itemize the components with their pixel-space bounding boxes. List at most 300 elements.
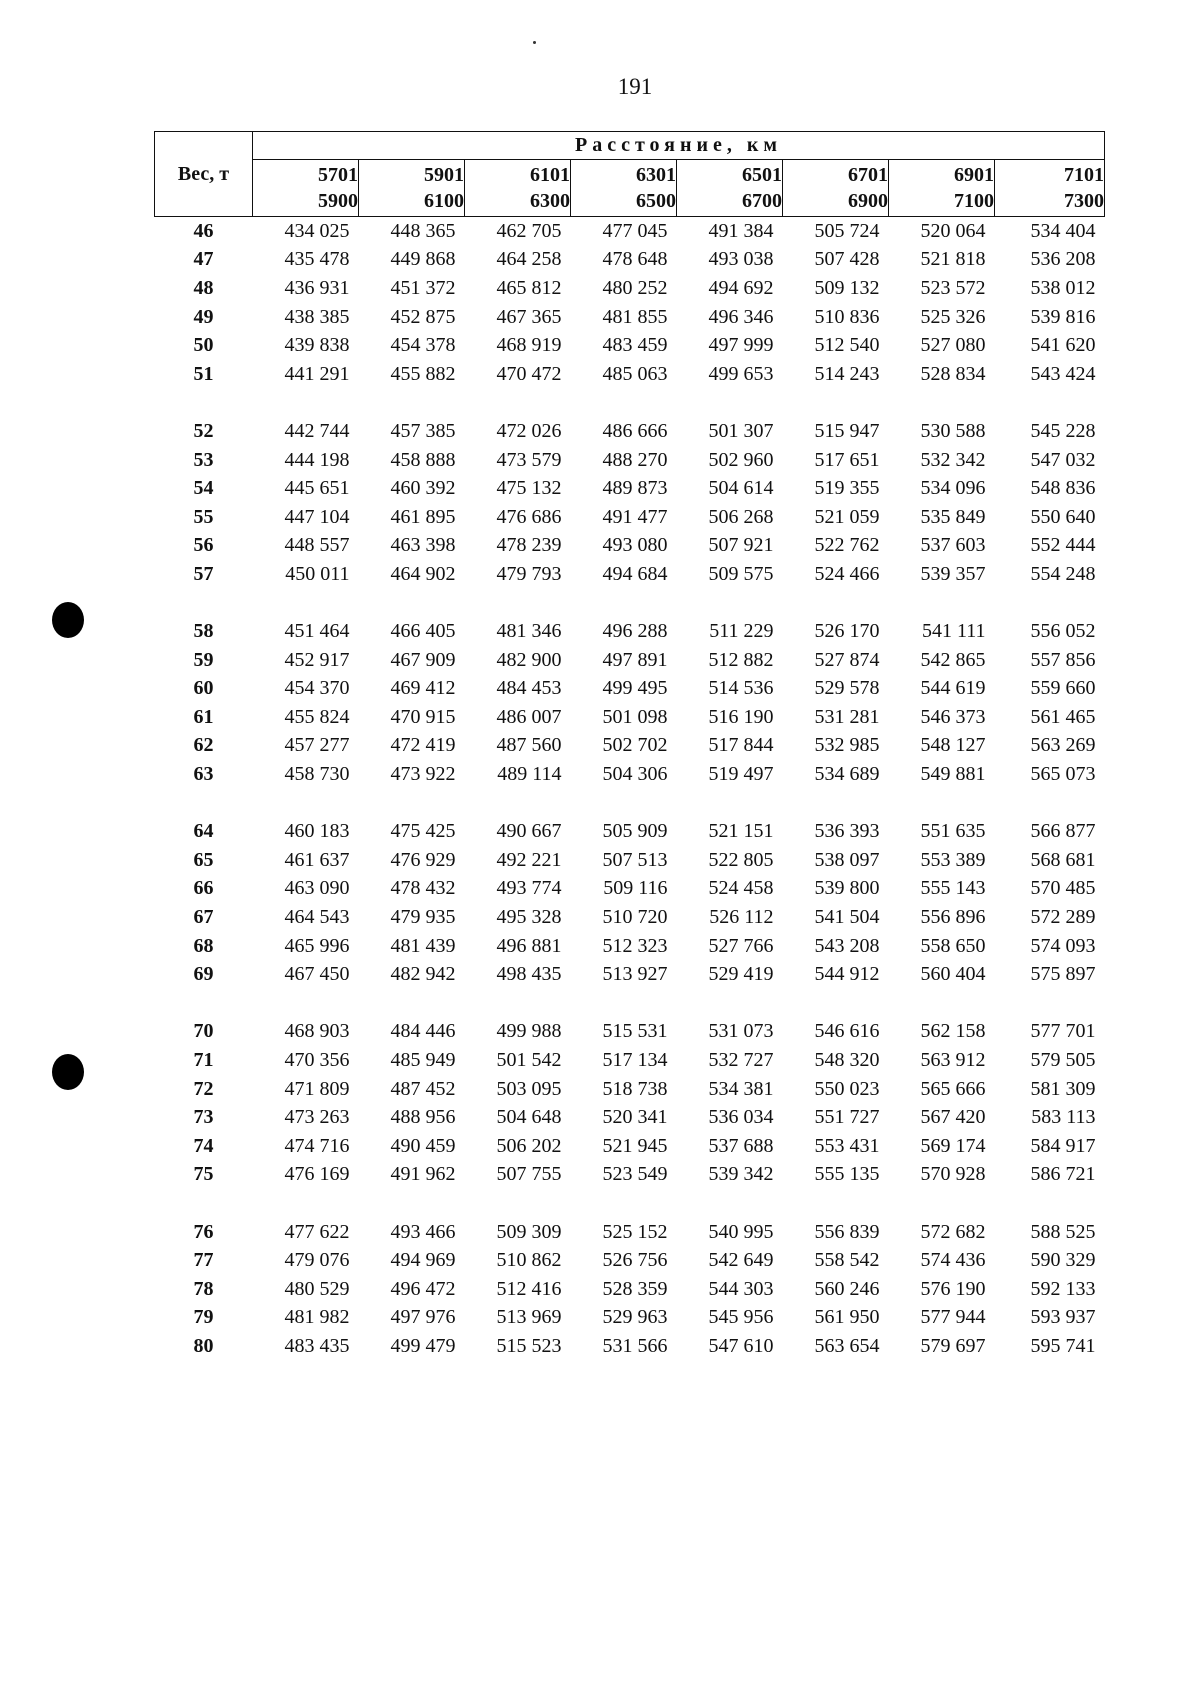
range-to: 7100 [954,190,994,213]
punch-hole-mark [52,602,84,638]
value-cell: 458 888 [390,448,456,471]
value-cell: 499 988 [496,1020,562,1043]
value-cell: 562 158 [920,1020,986,1043]
value-cell: 499 653 [708,362,774,385]
value-cell: 527 874 [814,648,880,671]
value-cell: 488 270 [602,448,668,471]
table-row [155,1304,1105,1333]
value-cell: 475 132 [496,477,562,500]
value-cell: 579 505 [1030,1049,1096,1072]
value-cell: 593 937 [1030,1306,1096,1329]
table-row [155,1332,1105,1361]
value-cell: 535 849 [920,505,986,528]
value-cell: 553 389 [920,848,986,871]
value-cell: 561 465 [1030,705,1096,728]
value-cell: 486 666 [602,419,668,442]
value-cell: 539 357 [920,562,986,585]
table-row [155,1075,1105,1104]
value-cell: 507 513 [602,848,668,871]
group-spacer [155,389,1105,418]
value-cell: 536 034 [708,1106,774,1129]
value-cell: 548 127 [920,734,986,757]
weight-cell: 51 [193,362,214,385]
table-row [155,1018,1105,1047]
value-cell: 527 080 [920,334,986,357]
value-cell: 519 497 [708,763,774,786]
value-cell: 568 681 [1030,848,1096,871]
value-cell: 563 912 [920,1049,986,1072]
value-cell: 480 252 [602,276,668,299]
value-cell: 526 170 [814,620,880,643]
value-cell: 521 151 [708,820,774,843]
value-cell: 556 052 [1030,620,1096,643]
value-cell: 561 950 [814,1306,880,1329]
value-cell: 484 453 [496,677,562,700]
value-cell: 555 135 [814,1163,880,1186]
range-to: 5900 [318,190,358,213]
value-cell: 509 132 [814,276,880,299]
value-cell: 584 917 [1030,1134,1096,1157]
table-row [155,1103,1105,1132]
weight-cell: 68 [193,934,214,957]
value-cell: 541 620 [1030,334,1096,357]
value-cell: 532 342 [920,448,986,471]
value-cell: 472 419 [390,734,456,757]
value-cell: 483 459 [602,334,668,357]
range-from: 6501 [742,164,782,187]
value-cell: 481 982 [284,1306,350,1329]
value-cell: 501 307 [708,419,774,442]
weight-cell: 61 [193,705,214,728]
value-cell: 434 025 [284,219,350,242]
table-row [155,331,1105,360]
value-cell: 517 134 [602,1049,668,1072]
value-cell: 517 844 [708,734,774,757]
value-cell: 507 921 [708,534,774,557]
value-cell: 539 816 [1030,305,1096,328]
value-cell: 435 478 [284,248,350,271]
distance-range-row [155,160,1105,217]
value-cell: 457 385 [390,419,456,442]
value-cell: 514 243 [814,362,880,385]
value-cell: 514 536 [708,677,774,700]
value-cell: 478 648 [602,248,668,271]
weight-cell: 73 [193,1106,214,1129]
weight-cell: 74 [193,1134,214,1157]
value-cell: 493 080 [602,534,668,557]
value-cell: 538 097 [814,848,880,871]
table-row [155,1132,1105,1161]
value-cell: 454 370 [284,677,350,700]
value-cell: 558 542 [814,1249,880,1272]
value-cell: 566 877 [1030,820,1096,843]
value-cell: 506 202 [496,1134,562,1157]
value-cell: 575 897 [1030,963,1096,986]
value-cell: 476 929 [390,848,456,871]
value-cell: 503 095 [496,1077,562,1100]
value-cell: 590 329 [1030,1249,1096,1272]
table-row [155,732,1105,761]
value-cell: 493 466 [390,1220,456,1243]
value-cell: 479 935 [390,906,456,929]
value-cell: 465 812 [496,276,562,299]
group-spacer [155,589,1105,618]
value-cell: 477 622 [284,1220,350,1243]
weight-cell: 76 [193,1220,214,1243]
value-cell: 473 579 [496,448,562,471]
value-cell: 541 504 [814,906,880,929]
tariff-table-container [154,131,1104,1361]
value-cell: 534 381 [708,1077,774,1100]
value-cell: 461 637 [284,848,350,871]
value-cell: 528 359 [602,1277,668,1300]
value-cell: 540 995 [708,1220,774,1243]
distance-range-header [253,160,359,217]
weight-cell: 77 [193,1249,214,1272]
value-cell: 477 045 [602,219,668,242]
weight-cell: 71 [193,1049,214,1072]
value-cell: 519 355 [814,477,880,500]
value-cell: 461 895 [390,505,456,528]
value-cell: 463 090 [284,877,350,900]
value-cell: 506 268 [708,505,774,528]
value-cell: 521 059 [814,505,880,528]
weight-cell: 50 [193,334,214,357]
value-cell: 468 903 [284,1020,350,1043]
table-row [155,703,1105,732]
value-cell: 467 909 [390,648,456,671]
value-cell: 512 323 [602,934,668,957]
table-row [155,646,1105,675]
distance-range-header [889,160,995,217]
table-row [155,274,1105,303]
value-cell: 522 805 [708,848,774,871]
value-cell: 497 891 [602,648,668,671]
value-cell: 588 525 [1030,1220,1096,1243]
table-row [155,360,1105,389]
table-row [155,303,1105,332]
value-cell: 451 464 [284,620,350,643]
table-row [155,1161,1105,1190]
value-cell: 569 174 [920,1134,986,1157]
value-cell: 529 419 [708,963,774,986]
value-cell: 494 969 [390,1249,456,1272]
value-cell: 496 346 [708,305,774,328]
value-cell: 524 466 [814,562,880,585]
value-cell: 463 398 [390,534,456,557]
table-row [155,246,1105,275]
value-cell: 482 942 [390,963,456,986]
value-cell: 570 485 [1030,877,1096,900]
value-cell: 513 927 [602,963,668,986]
value-cell: 516 190 [708,705,774,728]
value-cell: 558 650 [920,934,986,957]
value-cell: 510 836 [814,305,880,328]
value-cell: 551 727 [814,1106,880,1129]
value-cell: 488 956 [390,1106,456,1129]
group-spacer [155,989,1105,1018]
value-cell: 556 896 [920,906,986,929]
value-cell: 532 985 [814,734,880,757]
value-cell: 450 011 [285,562,350,585]
value-cell: 586 721 [1030,1163,1096,1186]
value-cell: 496 288 [602,620,668,643]
distance-range-header [571,160,677,217]
value-cell: 521 945 [602,1134,668,1157]
table-row [155,760,1105,789]
value-cell: 531 281 [814,705,880,728]
value-cell: 544 912 [814,963,880,986]
value-cell: 542 865 [920,648,986,671]
tariff-table [154,131,1105,1361]
value-cell: 473 922 [390,763,456,786]
value-cell: 489 873 [602,477,668,500]
value-cell: 510 720 [602,906,668,929]
value-cell: 504 306 [602,763,668,786]
value-cell: 556 839 [814,1220,880,1243]
value-cell: 532 727 [708,1049,774,1072]
value-cell: 595 741 [1030,1334,1096,1357]
value-cell: 483 435 [284,1334,350,1357]
value-cell: 502 960 [708,448,774,471]
table-body [155,217,1105,1361]
value-cell: 515 947 [814,419,880,442]
value-cell: 496 881 [496,934,562,957]
value-cell: 531 073 [708,1020,774,1043]
value-cell: 565 073 [1030,763,1096,786]
value-cell: 520 064 [920,219,986,242]
table-header [155,132,1105,217]
value-cell: 436 931 [284,276,350,299]
table-row [155,503,1105,532]
table-row [155,903,1105,932]
value-cell: 560 246 [814,1277,880,1300]
value-cell: 458 730 [284,763,350,786]
distance-range-header [677,160,783,217]
value-cell: 467 365 [496,305,562,328]
value-cell: 572 682 [920,1220,986,1243]
value-cell: 539 342 [708,1163,774,1186]
value-cell: 545 228 [1030,419,1096,442]
range-to: 7300 [1064,190,1105,213]
value-cell: 448 557 [284,534,350,557]
weight-cell: 49 [193,305,214,328]
range-to: 6100 [424,190,464,213]
value-cell: 489 114 [497,763,562,786]
weight-cell: 64 [193,820,214,843]
value-cell: 544 619 [920,677,986,700]
weight-cell: 72 [193,1077,214,1100]
weight-cell: 65 [193,848,214,871]
weight-cell: 59 [193,648,214,671]
value-cell: 449 868 [390,248,456,271]
distance-range-header [995,160,1105,217]
table-row [155,817,1105,846]
scan-speck [533,41,536,44]
value-cell: 479 793 [496,562,562,585]
weight-cell: 69 [193,963,214,986]
value-cell: 524 458 [708,877,774,900]
value-cell: 572 289 [1030,906,1096,929]
value-cell: 534 689 [814,763,880,786]
value-cell: 480 529 [284,1277,350,1300]
value-cell: 467 450 [284,963,350,986]
value-cell: 497 976 [390,1306,456,1329]
value-cell: 552 444 [1030,534,1096,557]
value-cell: 481 439 [390,934,456,957]
value-cell: 520 341 [602,1106,668,1129]
weight-cell: 55 [193,505,214,528]
value-cell: 550 640 [1030,505,1096,528]
value-cell: 581 309 [1030,1077,1096,1100]
value-cell: 509 309 [496,1220,562,1243]
value-cell: 534 404 [1030,219,1096,242]
value-cell: 444 198 [284,448,350,471]
value-cell: 548 320 [814,1049,880,1072]
value-cell: 501 542 [496,1049,562,1072]
value-cell: 495 328 [496,906,562,929]
value-cell: 481 855 [602,305,668,328]
value-cell: 592 133 [1030,1277,1096,1300]
weight-cell: 60 [193,677,214,700]
value-cell: 505 724 [814,219,880,242]
value-cell: 554 248 [1030,562,1096,585]
value-cell: 521 818 [920,248,986,271]
range-to: 6700 [742,190,782,213]
table-row [155,960,1105,989]
value-cell: 464 543 [284,906,350,929]
value-cell: 441 291 [284,362,350,385]
value-cell: 549 881 [920,763,986,786]
value-cell: 469 412 [390,677,456,700]
distance-range-header [783,160,889,217]
value-cell: 512 882 [708,648,774,671]
range-from: 5701 [318,164,358,187]
value-cell: 455 824 [284,705,350,728]
value-cell: 447 104 [284,505,350,528]
weight-cell: 54 [193,477,214,500]
table-row [155,560,1105,589]
value-cell: 536 208 [1030,248,1096,271]
value-cell: 497 999 [708,334,774,357]
distance-range-header [465,160,571,217]
value-cell: 577 944 [920,1306,986,1329]
value-cell: 576 190 [920,1277,986,1300]
value-cell: 534 096 [920,477,986,500]
value-cell: 542 649 [708,1249,774,1272]
value-cell: 451 372 [390,276,456,299]
value-cell: 557 856 [1030,648,1096,671]
value-cell: 507 755 [496,1163,562,1186]
value-cell: 583 113 [1031,1106,1096,1129]
weight-cell: 62 [193,734,214,757]
value-cell: 525 152 [602,1220,668,1243]
value-cell: 559 660 [1030,677,1096,700]
value-cell: 475 425 [390,820,456,843]
value-cell: 487 560 [496,734,562,757]
value-cell: 563 654 [814,1334,880,1357]
weight-cell: 80 [193,1334,214,1357]
value-cell: 479 076 [284,1249,350,1272]
range-from: 6701 [848,164,888,187]
value-cell: 539 800 [814,877,880,900]
value-cell: 546 616 [814,1020,880,1043]
value-cell: 547 610 [708,1334,774,1357]
range-from: 6901 [954,164,994,187]
value-cell: 468 919 [496,334,562,357]
value-cell: 486 007 [496,705,562,728]
value-cell: 523 572 [920,276,986,299]
value-cell: 528 834 [920,362,986,385]
value-cell: 452 875 [390,305,456,328]
value-cell: 515 531 [602,1020,668,1043]
weight-cell: 66 [193,877,214,900]
value-cell: 518 738 [602,1077,668,1100]
weight-cell: 63 [193,763,214,786]
value-cell: 498 435 [496,963,562,986]
value-cell: 536 393 [814,820,880,843]
value-cell: 460 183 [284,820,350,843]
value-cell: 530 588 [920,419,986,442]
value-cell: 529 963 [602,1306,668,1329]
value-cell: 494 684 [602,562,668,585]
value-cell: 512 416 [496,1277,562,1300]
value-cell: 481 346 [496,620,562,643]
value-cell: 507 428 [814,248,880,271]
value-cell: 462 705 [496,219,562,242]
value-cell: 510 862 [496,1249,562,1272]
value-cell: 470 915 [390,705,456,728]
value-cell: 496 472 [390,1277,456,1300]
value-cell: 492 221 [496,848,562,871]
weight-cell: 58 [193,620,214,643]
value-cell: 442 744 [284,419,350,442]
value-cell: 555 143 [920,877,986,900]
value-cell: 522 762 [814,534,880,557]
value-cell: 538 012 [1030,276,1096,299]
value-cell: 570 928 [920,1163,986,1186]
value-cell: 550 023 [814,1077,880,1100]
value-cell: 491 962 [390,1163,456,1186]
weight-cell: 79 [193,1306,214,1329]
value-cell: 476 686 [496,505,562,528]
value-cell: 527 766 [708,934,774,957]
value-cell: 448 365 [390,219,456,242]
range-from: 5901 [424,164,464,187]
value-cell: 490 459 [390,1134,456,1157]
value-cell: 487 452 [390,1077,456,1100]
value-cell: 478 239 [496,534,562,557]
value-cell: 537 603 [920,534,986,557]
value-cell: 509 116 [603,877,668,900]
value-cell: 470 356 [284,1049,350,1072]
value-cell: 504 648 [496,1106,562,1129]
range-to: 6500 [636,190,676,213]
value-cell: 560 404 [920,963,986,986]
weight-cell: 52 [193,419,214,442]
table-row [155,217,1105,246]
value-cell: 493 774 [496,877,562,900]
weight-cell: 48 [193,276,214,299]
page-number: 191 [617,74,653,99]
value-cell: 471 809 [284,1077,350,1100]
table-row [155,532,1105,561]
value-cell: 491 477 [602,505,668,528]
value-cell: 531 566 [602,1334,668,1357]
range-to: 6900 [848,190,888,213]
table-row [155,932,1105,961]
table-row [155,474,1105,503]
